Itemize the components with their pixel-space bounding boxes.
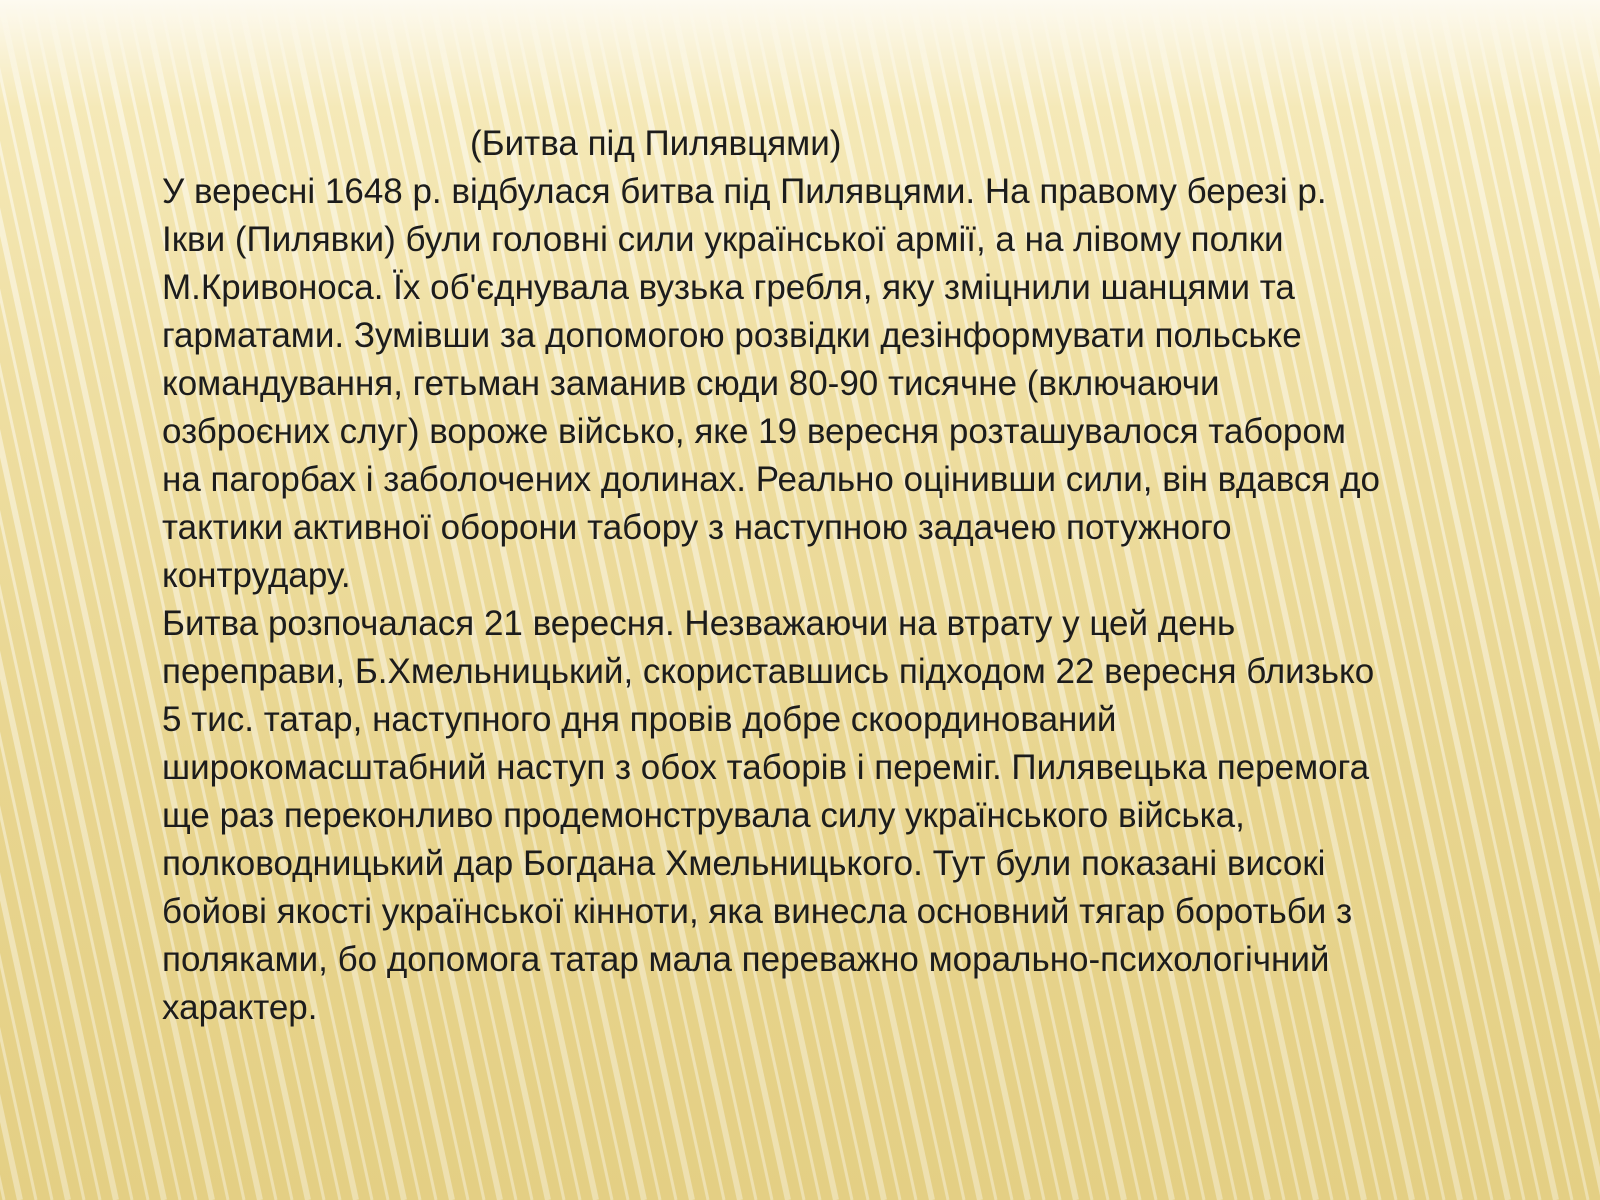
text-line: полководницький дар Богдана Хмельницького. Тут були показані високі	[162, 844, 1326, 883]
text-line: тактики активної оборони табору з наступною задачею потужного	[162, 508, 1232, 547]
slide-content	[162, 120, 1482, 1032]
text-line: контрудару.	[162, 556, 351, 595]
text-line: гарматами. Зумівши за допомогою розвідки дезінформувати польське	[162, 316, 1302, 355]
text-line: на пагорбах і заболочених долинах. Реально оцінивши сили, він вдався до	[162, 460, 1380, 499]
text-line: поляками, бо допомога татар мала переважно морально-психологічний	[162, 940, 1330, 979]
text-line: У вересні 1648 р. відбулася битва під Пилявцями. На правому березі р.	[162, 172, 1327, 211]
paragraph-2	[162, 600, 1482, 1032]
text-line: Битва розпочалася 21 вересня. Незважаючи на втрату у цей день	[162, 604, 1236, 643]
text-line: бойові якості української кінноти, яка винесла основний тягар боротьби з	[162, 892, 1353, 931]
text-line: Ікви (Пилявки) були головні сили української армії, а на лівому полки	[162, 220, 1284, 259]
text-line: широкомасштабний наступ з обох таборів і переміг. Пилявецька перемога	[162, 748, 1370, 787]
text-line: М.Кривоноса. Їх об'єднувала вузька гребля, яку зміцнили шанцями та	[162, 268, 1295, 307]
text-line: 5 тис. татар, наступного дня провів добре скоординований	[162, 700, 1117, 739]
text-line: озброєних слуг) вороже військо, яке 19 вересня розташувалося табором	[162, 412, 1346, 451]
text-line: переправи, Б.Хмельницький, скориставшись підходом 22 вересня близько	[162, 652, 1375, 691]
paragraph-1	[162, 168, 1482, 600]
slide-title: (Битва під Пилявцями)	[470, 124, 842, 163]
text-line: командування, гетьман заманив сюди 80-90 тисячне (включаючи	[162, 364, 1220, 403]
text-line: ще раз переконливо продемонструвала силу українського війська,	[162, 796, 1245, 835]
text-line: характер.	[162, 988, 318, 1027]
